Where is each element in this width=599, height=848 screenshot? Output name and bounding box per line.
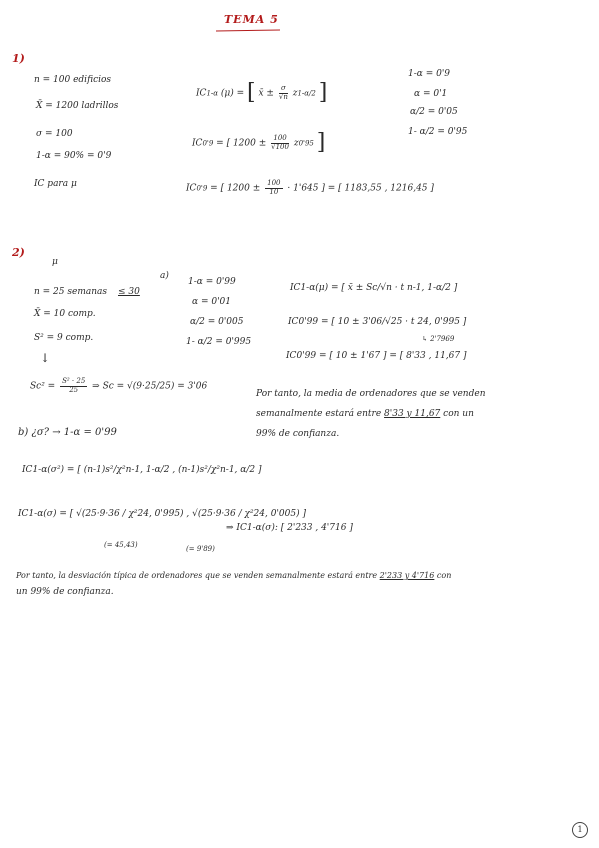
p2-mu: μ	[52, 257, 58, 267]
p1-alpha-4: 1- α/2 = 0'95	[408, 127, 468, 137]
p2-conclusion-a-line2: semanalmente estará entre 8'33 y 11,67 con un	[256, 409, 474, 419]
p2-part-b: b) ¿σ? → 1-α = 0'99	[18, 427, 117, 438]
p2-n: n = 25 semanas	[34, 287, 107, 297]
p2-b-chi2: (= 9'89)	[186, 545, 215, 553]
problem-2-number: 2)	[12, 246, 25, 259]
page-title: TEMA 5	[224, 13, 279, 26]
p2-ic-formula: IC1-α(μ) = [ x̄ ± Sc/√n · t n-1, 1-α/2 ]	[290, 283, 458, 293]
p2-n-note: ≤ 30	[118, 287, 140, 297]
p1-sigma: σ = 100	[36, 129, 73, 139]
p2-conclusion-a-line3: 99% de confianza.	[256, 429, 340, 439]
p1-xbar: X̄ = 1200 ladrillos	[36, 101, 119, 111]
p2-b-result: ⇒ IC1-α(σ): [ 2'233 , 4'716 ]	[226, 523, 353, 533]
p1-formula: IC1-α (μ) = [ x̄ ± $\frac{\sigma}{√n}$ z1-α/2 ]	[196, 80, 328, 105]
p1-n: n = 100 edificios	[34, 75, 112, 85]
p2-xbar: X̄ = 10 comp.	[34, 309, 96, 319]
p2-ic-step2: IC0'99 = [ 10 ± 1'67 ] = [ 8'33 , 11,67 ]	[286, 351, 467, 361]
p2-s2: S² = 9 comp.	[34, 333, 94, 343]
p1-alpha-3: α/2 = 0'05	[410, 107, 458, 117]
page-number: 1	[572, 822, 588, 838]
p1-step1: IC0'9 = [ 1200 ± $\frac{100}{√100}$ z0'95 ]	[192, 130, 326, 155]
p2-conclusion-b-line2: un 99% de confianza.	[16, 587, 114, 597]
p2-a-value-4: 1- α/2 = 0'995	[186, 337, 252, 347]
title-underline	[216, 29, 280, 31]
p2-a-value-1: 1-α = 0'99	[188, 277, 236, 287]
p1-ic-label: IC para μ	[34, 179, 77, 189]
p2-a-value-2: α = 0'01	[192, 297, 231, 307]
p1-confidence: 1-α = 90% = 0'9	[36, 151, 112, 161]
p2-b-formula1: IC1-α(σ²) = [ (n-1)s²/χ²n-1, 1-α/2 , (n-1)s²/χ²n-1, α/2 ]	[22, 465, 262, 475]
problem-1-number: 1)	[12, 52, 25, 65]
p2-conclusion-b-line1: Por tanto, la desviación típica de ordenadores que se venden semanalmente estará entre 2'233 y 4'716 con	[16, 571, 452, 580]
p1-alpha-2: α = 0'1	[414, 89, 448, 99]
p2-sc: Sc² = $\frac{\text{S² · 25}}{25}$ ⇒ Sc = √(9·25/25) = 3'06	[30, 377, 208, 394]
p2-ic-step1: IC0'99 = [ 10 ± 3'06/√25 · t 24, 0'995 ]	[288, 317, 467, 327]
p1-alpha-1: 1-α = 0'9	[408, 69, 451, 79]
p2-b-formula2: IC1-α(σ) = [ √(25·9·36 / χ²24, 0'995) , √(25·9·36 / χ²24, 0'005) ]	[18, 509, 306, 519]
p2-a-value-3: α/2 = 0'005	[190, 317, 244, 327]
p2-arrow: ↓	[40, 351, 51, 365]
p2-b-chi1: (= 45,43)	[104, 541, 138, 549]
p2-conclusion-a-line1: Por tanto, la media de ordenadores que se venden	[256, 389, 486, 399]
p2-ic-t-value: ↳ 2'7969	[422, 335, 455, 343]
p1-step2: IC0'9 = [ 1200 ± $\frac{100}{10}$ · 1'645 ] = [ 1183,55 , 1216,45 ]	[186, 179, 434, 196]
p2-part-a: a)	[160, 271, 169, 281]
